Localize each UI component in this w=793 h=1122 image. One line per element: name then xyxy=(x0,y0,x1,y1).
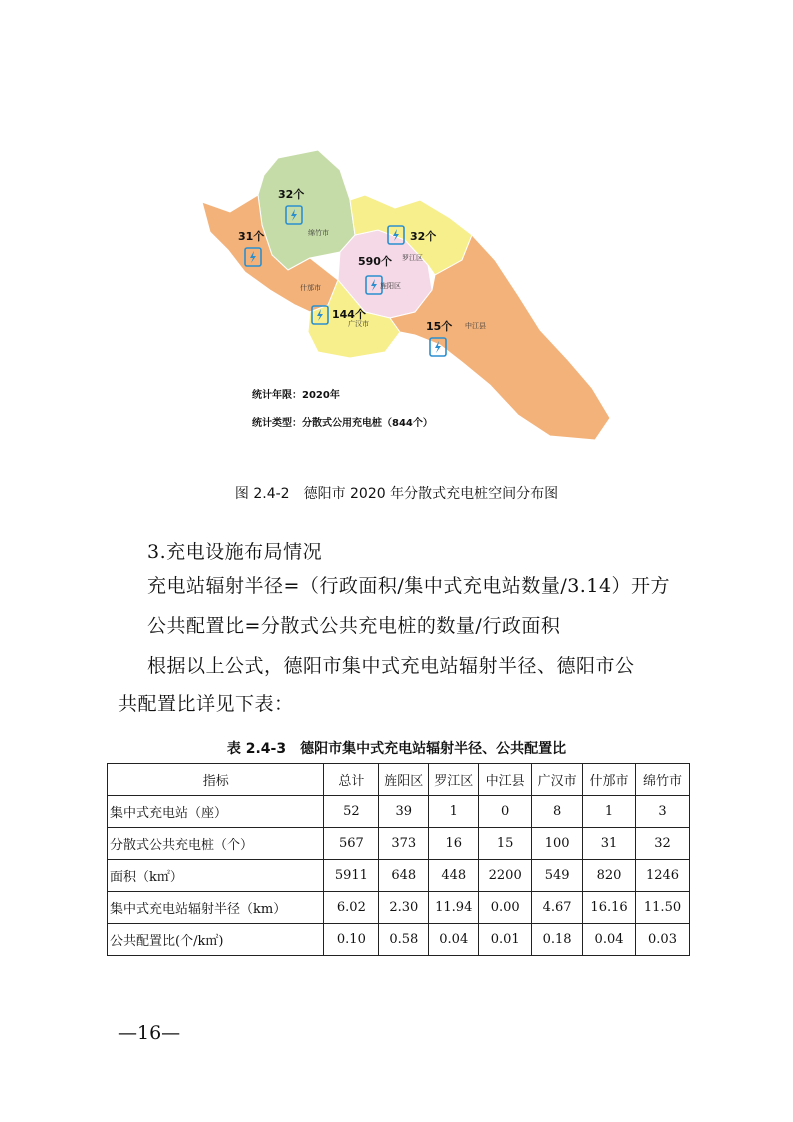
table-cell: 0.58 xyxy=(379,924,429,956)
table-cell: 100 xyxy=(532,828,583,860)
name-mianzhu: 绵竹市 xyxy=(308,229,329,237)
map-note-type: 统计类型：分散式公用充电桩（844个） xyxy=(252,418,433,429)
table-row xyxy=(108,828,690,860)
table-cell: 5911 xyxy=(324,860,379,892)
table-row xyxy=(108,860,690,892)
figure-caption: 图 2.4-2 德阳市 2020 年分散式充电桩空间分布图 xyxy=(234,486,559,502)
row-label: 集中式充电站（座） xyxy=(108,796,324,828)
paragraph-line-2: 共配置比详见下表： xyxy=(118,693,294,715)
table-cell: 820 xyxy=(583,860,636,892)
row-label: 面积（k㎡） xyxy=(108,860,324,892)
table-cell: 2200 xyxy=(479,860,532,892)
table-cell: 39 xyxy=(379,796,429,828)
table-row xyxy=(108,796,690,828)
table-cell: 16.16 xyxy=(583,892,636,924)
table-cell: 31 xyxy=(583,828,636,860)
formula-radius: 充电站辐射半径=（行政面积/集中式充电站数量/3.14）开方 xyxy=(147,575,671,597)
page-number: —16— xyxy=(118,1022,181,1044)
header-cell: 罗江区 xyxy=(429,764,479,796)
table-cell: 0 xyxy=(479,796,532,828)
table-row xyxy=(108,924,690,956)
table-cell: 11.94 xyxy=(429,892,479,924)
name-luojiang: 罗江区 xyxy=(402,254,423,262)
header-cell: 总计 xyxy=(324,764,379,796)
table-cell: 0.03 xyxy=(636,924,690,956)
table-cell: 1246 xyxy=(636,860,690,892)
count-mianzhu: 32个 xyxy=(278,188,305,201)
table-cell: 0.18 xyxy=(532,924,583,956)
table-cell: 0.04 xyxy=(583,924,636,956)
count-luojiang: 32个 xyxy=(410,230,437,243)
table-cell: 549 xyxy=(532,860,583,892)
table-cell: 0.10 xyxy=(324,924,379,956)
table-cell: 448 xyxy=(429,860,479,892)
table-cell: 2.30 xyxy=(379,892,429,924)
table-cell: 373 xyxy=(379,828,429,860)
table-cell: 15 xyxy=(479,828,532,860)
table-cell: 1 xyxy=(429,796,479,828)
header-cell: 什邡市 xyxy=(583,764,636,796)
row-label: 公共配置比(个/k㎡) xyxy=(108,924,324,956)
count-guanghan: 144个 xyxy=(332,308,366,321)
table-cell: 8 xyxy=(532,796,583,828)
name-zhongjiang: 中江县 xyxy=(465,322,486,330)
header-cell: 绵竹市 xyxy=(636,764,690,796)
table-row xyxy=(108,892,690,924)
row-label: 分散式公共充电桩（个） xyxy=(108,828,324,860)
header-cell: 广汉市 xyxy=(532,764,583,796)
table-cell: 648 xyxy=(379,860,429,892)
paragraph-line-1: 根据以上公式，德阳市集中式充电站辐射半径、德阳市公 xyxy=(147,655,635,677)
table-cell: 0.04 xyxy=(429,924,479,956)
formula-ratio: 公共配置比=分散式公共充电桩的数量/行政面积 xyxy=(147,615,561,637)
table-header-row xyxy=(108,764,690,796)
table-cell: 0.01 xyxy=(479,924,532,956)
table-cell: 11.50 xyxy=(636,892,690,924)
name-jingyang: 旌阳区 xyxy=(380,282,401,290)
count-jingyang: 590个 xyxy=(358,255,392,268)
section-heading: 3.充电设施布局情况 xyxy=(147,541,323,563)
map-svg xyxy=(200,140,620,450)
table-cell: 4.67 xyxy=(532,892,583,924)
table-cell: 0.00 xyxy=(479,892,532,924)
table-cell: 52 xyxy=(324,796,379,828)
distribution-map xyxy=(200,140,620,450)
name-shifang: 什邡市 xyxy=(300,284,321,292)
map-note-year: 统计年限：2020年 xyxy=(252,390,340,401)
name-guanghan: 广汉市 xyxy=(348,320,369,328)
row-label: 集中式充电站辐射半径（km） xyxy=(108,892,324,924)
data-table xyxy=(107,763,690,956)
table-caption: 表 2.4-3 德阳市集中式充电站辐射半径、公共配置比 xyxy=(226,741,567,757)
table-cell: 6.02 xyxy=(324,892,379,924)
table-cell: 16 xyxy=(429,828,479,860)
header-cell: 指标 xyxy=(108,764,324,796)
table-cell: 567 xyxy=(324,828,379,860)
table-cell: 32 xyxy=(636,828,690,860)
table-cell: 1 xyxy=(583,796,636,828)
table-cell: 3 xyxy=(636,796,690,828)
header-cell: 中江县 xyxy=(479,764,532,796)
header-cell: 旌阳区 xyxy=(379,764,429,796)
count-shifang: 31个 xyxy=(238,230,265,243)
count-zhongjiang: 15个 xyxy=(426,320,453,333)
